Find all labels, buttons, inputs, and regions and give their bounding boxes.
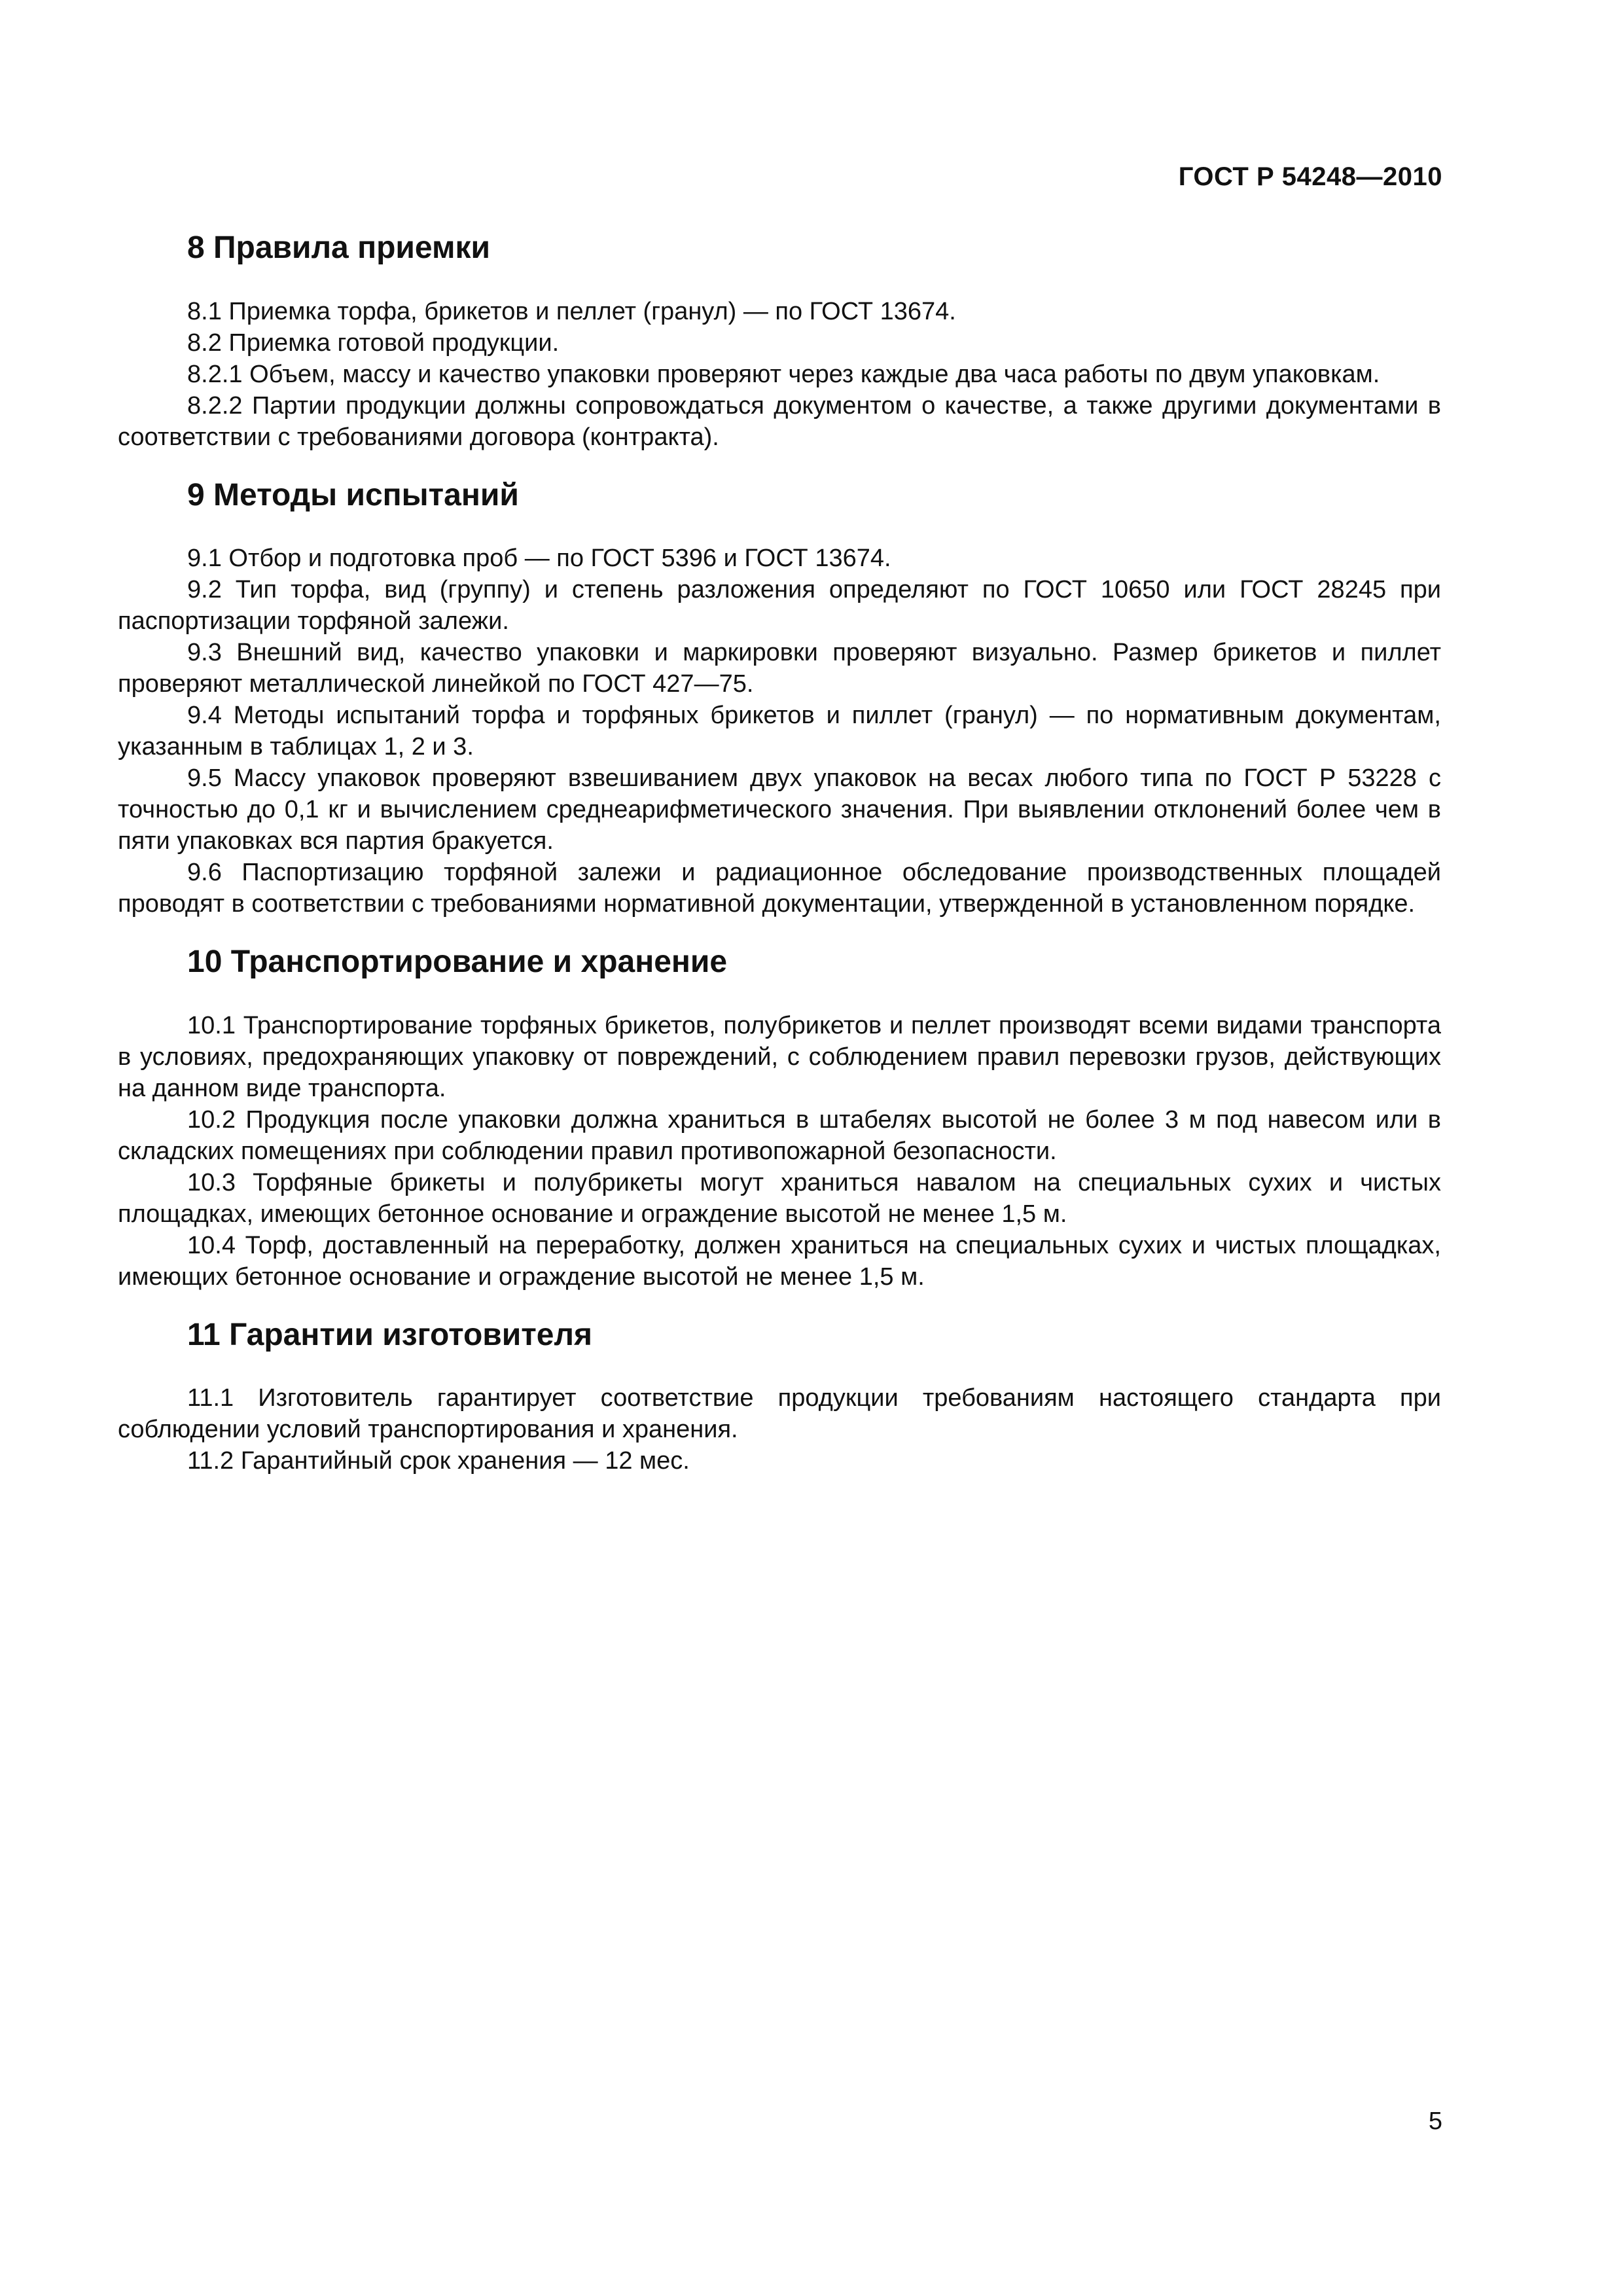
section-8 bbox=[118, 229, 1441, 453]
paragraph: 8.2.1 Объем, массу и качество упаковки проверяют через каждые два часа работы по двум упаковкам. bbox=[187, 360, 1380, 388]
section-9 bbox=[118, 476, 1441, 920]
section-title: 10 Транспортирование и хранение bbox=[187, 944, 728, 980]
paragraph: 9.1 Отбор и подготовка проб — по ГОСТ 5396 и ГОСТ 13674. bbox=[187, 545, 891, 573]
paragraph: 10.1 Транспортирование торфяных брикетов, полубрикетов и пеллет производят всеми видами транспорта в условиях, предохраняющих упаковку от повреждений, с соблюдением правил перевозки грузов, действующих на данном виде транспорта. bbox=[118, 1011, 1441, 1102]
section-10 bbox=[118, 943, 1441, 1293]
page-number: 5 bbox=[1428, 2108, 1442, 2135]
document-body bbox=[118, 229, 1441, 1500]
section-title: 9 Методы испытаний bbox=[187, 477, 519, 512]
paragraph: 9.4 Методы испытаний торфа и торфяных брикетов и пиллет (гранул) — по нормативным документам, указанным в таблицах 1, 2 и 3. bbox=[118, 702, 1441, 761]
section-title: 11 Гарантии изготовителя bbox=[187, 1317, 592, 1352]
paragraph: 9.3 Внешний вид, качество упаковки и маркировки проверяют визуально. Размер брикетов и пиллет проверяют металлической линейкой по ГОСТ 427—75. bbox=[118, 639, 1441, 698]
paragraph: 9.5 Массу упаковок проверяют взвешиванием двух упаковок на весах любого типа по ГОСТ Р 53228 с точностью до 0,1 кг и вычислением среднеарифметического значения. При выявлении отклонений более чем в пяти упаковках вся партия бракуется. bbox=[118, 764, 1441, 855]
paragraph: 8.2.2 Партии продукции должны сопровождаться документом о качестве, а также другими документами в соответствии с требованиями договора (контракта). bbox=[118, 391, 1441, 451]
paragraph: 9.2 Тип торфа, вид (группу) и степень разложения определяют по ГОСТ 10650 или ГОСТ 28245 при паспортизации торфяной залежи. bbox=[118, 576, 1441, 636]
paragraph: 10.4 Торф, доставленный на переработку, должен храниться на специальных сухих и чистых площадках, имеющих бетонное основание и ограждение высотой не менее 1,5 м. bbox=[118, 1231, 1441, 1291]
paragraph: 11.2 Гарантийный срок хранения — 12 мес. bbox=[187, 1447, 690, 1475]
paragraph: 10.3 Торфяные брикеты и полубрикеты могут храниться навалом на специальных сухих и чистых площадках, имеющих бетонное основание и ограждение высотой не менее 1,5 м. bbox=[118, 1168, 1441, 1228]
section-title: 8 Правила приемки bbox=[187, 230, 491, 265]
document-code-header: ГОСТ Р 54248—2010 bbox=[1178, 162, 1442, 191]
section-11 bbox=[118, 1316, 1441, 1477]
paragraph: 11.1 Изготовитель гарантирует соответствие продукции требованиям настоящего стандарта при соблюдении условий транспортирования и хранения. bbox=[118, 1384, 1441, 1444]
paragraph: 10.2 Продукция после упаковки должна храниться в штабелях высотой не более 3 м под навесом или в складских помещениях при соблюдении правил противопожарной безопасности. bbox=[118, 1105, 1441, 1165]
paragraph: 8.2 Приемка готовой продукции. bbox=[187, 329, 560, 357]
paragraph: 9.6 Паспортизацию торфяной залежи и радиационное обследование производственных площадей проводят в соответствии с требованиями нормативной документации, утвержденной в установленном порядке. bbox=[118, 859, 1441, 918]
paragraph: 8.1 Приемка торфа, брикетов и пеллет (гранул) — по ГОСТ 13674. bbox=[187, 297, 956, 325]
